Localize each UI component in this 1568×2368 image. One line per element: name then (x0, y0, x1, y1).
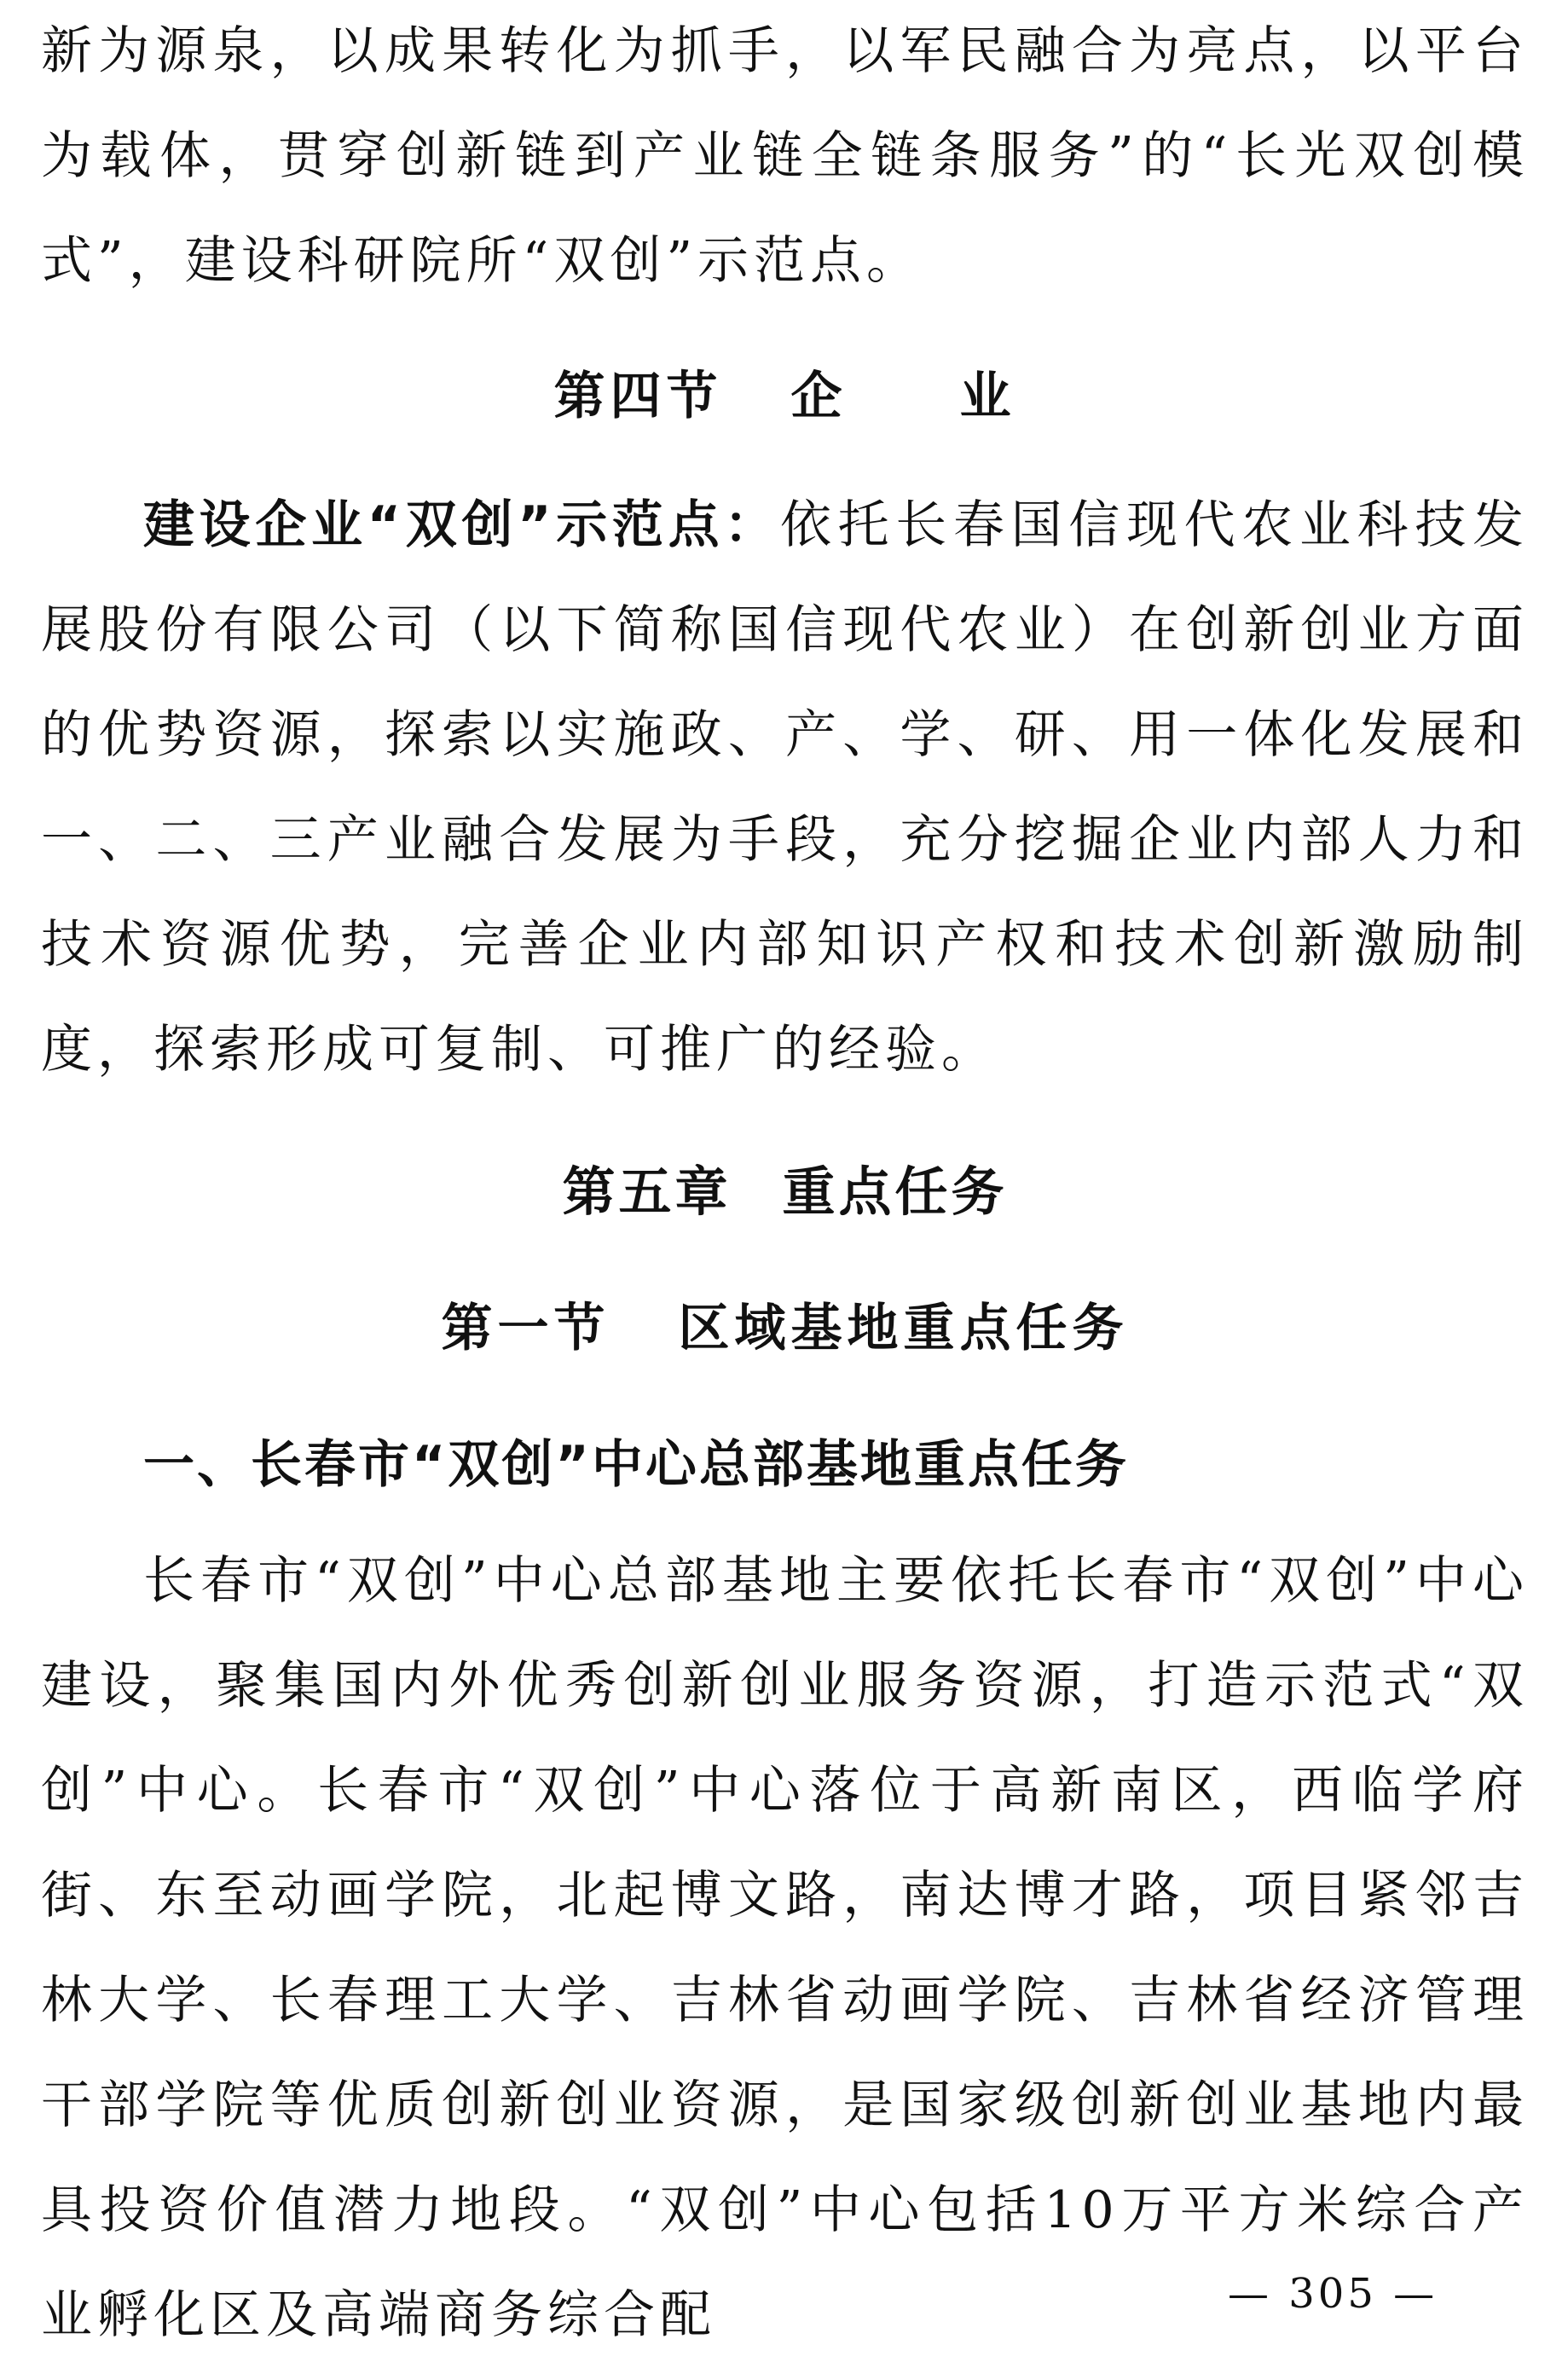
chapter-title: 重点任务 (782, 1161, 1008, 1223)
section-title: 企 业 (790, 367, 1016, 426)
section-number: 第四节 (553, 367, 723, 426)
subheading-item-1: 一、长春市“双创”中心总部基地重点任务 (143, 1435, 1129, 1495)
section-heading-4 (41, 328, 1529, 465)
body-paragraph-continued: 新为源泉，以成果转化为抓手，以军民融合为亮点，以平台为载体，贯穿创新链到产业链全链条服务”的“长光双创模式”，建设科研院所“双创”示范点。 (41, 21, 1529, 291)
body-paragraph: 长春市“双创”中心总部基地主要依托长春市“双创”中心建设，聚集国内外优秀创新创业服务资源，打造示范式“双创”中心。长春市“双创”中心落位于高新南区，西临学府街、东至动画学院，北起博文路，南达博才路，项目紧邻吉林大学、长春理工大学、吉林省动画学院、吉林省经济管理干部学院等优质创新创业资源，是国家级创新创业基地内最具投资价值潜力地段。“双创”中心包括10万平方米综合产业孵化区及高端商务综合配 (41, 1551, 1529, 2345)
enterprise-paragraph (41, 473, 1529, 1103)
page-number: — 305 — (1228, 2270, 1438, 2318)
document-page (41, 0, 1529, 2368)
section-title: 区域基地重点任务 (678, 1299, 1129, 1358)
chapter-heading-5 (41, 1124, 1529, 1260)
chapter-number: 第五章 (562, 1161, 732, 1223)
section-number: 第一节 (441, 1299, 610, 1358)
section-heading-1 (41, 1260, 1529, 1397)
enterprise-paragraph-body: 依托长春国信现代农业科技发展股份有限公司（以下简称国信现代农业）在创新创业方面的优势资源，探索以实施政、产、学、研、用一体化发展和一、二、三产业融合发展为手段，充分挖掘企业内部人力和技术资源优势，完善企业内部知识产权和技术创新激励制度，探索形成可复制、可推广的经验。 (41, 495, 1529, 1080)
enterprise-paragraph-lead: 建设企业“双创”示范点： (143, 495, 780, 555)
